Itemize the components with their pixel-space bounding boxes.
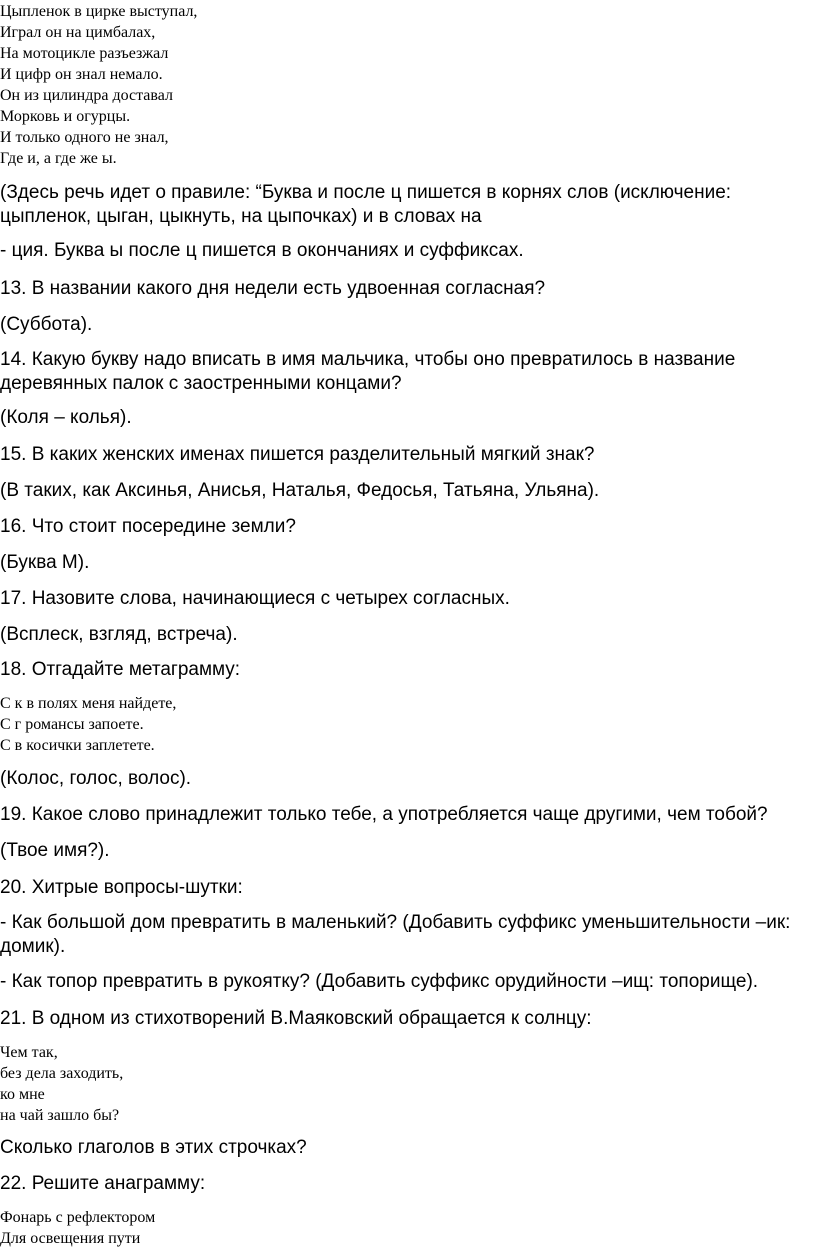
question-16: 16. Что стоит посередине земли?: [0, 516, 296, 537]
poem-line: Где и, а где же ы.: [0, 150, 117, 167]
answer-19: (Твое имя?).: [0, 840, 110, 861]
question-18: 18. Отгадайте метаграмму:: [0, 659, 241, 680]
question-22: 22. Решите анаграмму:: [0, 1173, 206, 1194]
answer-14: (Коля – колья).: [0, 407, 132, 428]
question-20a: - Как большой дом превратить в маленький? (Добавить суффикс уменьшительности –ик:: [0, 912, 791, 933]
poem-line: без дела заходить,: [0, 1065, 124, 1082]
answer-15: (В таких, как Аксинья, Анисья, Наталья, Федосья, Татьяна, Ульяна).: [0, 480, 600, 501]
poem-line: И цифр он знал немало.: [0, 66, 163, 83]
poem-line: С в косички заплетете.: [0, 737, 155, 754]
rule-text-line: - ция. Буква ы после ц пишется в окончаниях и суффиксах.: [0, 240, 524, 261]
question-13: 13. В названии какого дня недели есть удвоенная согласная?: [0, 278, 546, 299]
rule-text-line: (Здесь речь идет о правиле: “Буква и после ц пишется в корнях слов (исключение:: [0, 182, 732, 203]
answer-13: (Суббота).: [0, 314, 93, 335]
question-20a-cont: домик).: [0, 936, 66, 957]
question-14-cont: деревянных палок с заостренными концами?: [0, 373, 402, 394]
poem-line: на чай зашло бы?: [0, 1107, 120, 1124]
question-17: 17. Назовите слова, начинающиеся с четырех согласных.: [0, 588, 510, 609]
poem-line: Он из цилиндра доставал: [0, 87, 173, 104]
question-14: 14. Какую букву надо вписать в имя мальчика, чтобы оно превратилось в название: [0, 349, 736, 370]
question-15: 15. В каких женских именах пишется разделительный мягкий знак?: [0, 444, 595, 465]
question-21b: Сколько глаголов в этих строчках?: [0, 1137, 307, 1158]
poem-line: Фонарь с рефлектором: [0, 1209, 156, 1226]
question-20b: - Как топор превратить в рукоятку? (Добавить суффикс орудийности –ищ: топорище).: [0, 971, 759, 992]
poem-line: Играл он на цимбалах,: [0, 24, 156, 41]
question-20: 20. Хитрые вопросы-шутки:: [0, 877, 243, 898]
poem-line: И только одного не знал,: [0, 129, 169, 146]
poem-line: Цыпленок в цирке выступал,: [0, 3, 198, 20]
rule-text-line: цыпленок, цыган, цыкнуть, на цыпочках) и в словах на: [0, 206, 482, 227]
question-19: 19. Какое слово принадлежит только тебе, а употребляется чаще другими, чем тобой?: [0, 804, 768, 825]
poem-line: Морковь и огурцы.: [0, 108, 131, 125]
answer-17: (Всплеск, взгляд, встреча).: [0, 624, 238, 645]
poem-line: ко мне: [0, 1086, 45, 1103]
poem-line: С к в полях меня найдете,: [0, 695, 177, 712]
poem-line: На мотоцикле разъезжал: [0, 45, 169, 62]
poem-line: Чем так,: [0, 1044, 58, 1061]
question-21: 21. В одном из стихотворений В.Маяковский обращается к солнцу:: [0, 1008, 592, 1029]
poem-line: Для освещения пути: [0, 1230, 141, 1247]
answer-18: (Колос, голос, волос).: [0, 768, 192, 789]
poem-line: С г романсы запоете.: [0, 716, 144, 733]
answer-16: (Буква М).: [0, 552, 90, 573]
